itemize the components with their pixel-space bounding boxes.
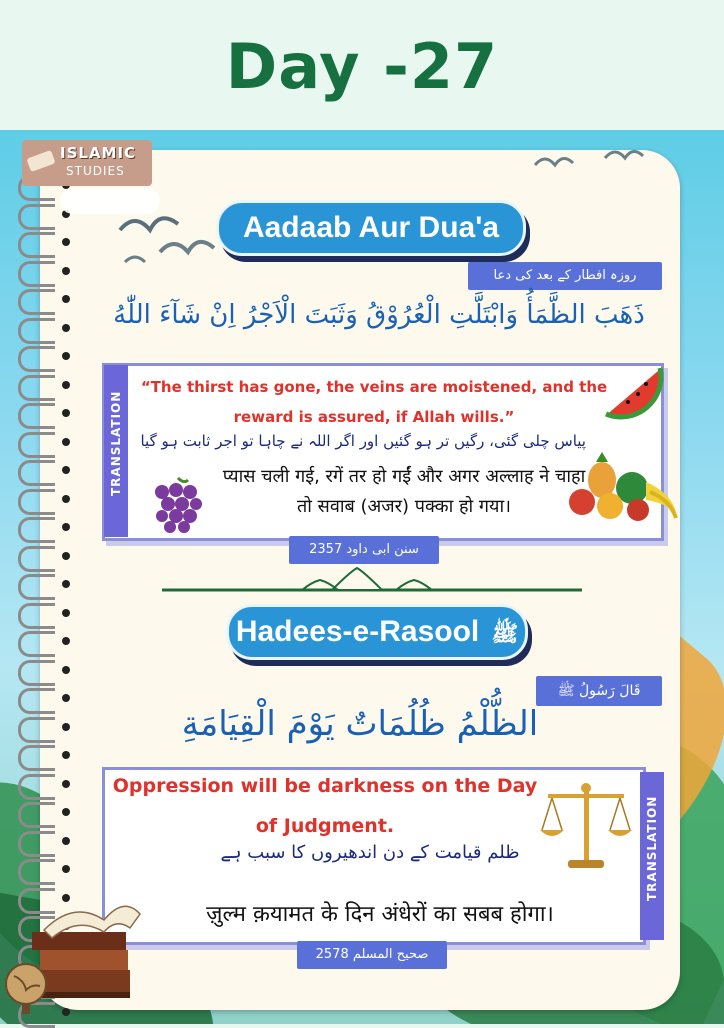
grapes-icon (150, 476, 208, 536)
spiral-ring (18, 517, 55, 543)
globe-icon (2, 960, 52, 1020)
ring-hole (62, 552, 70, 560)
watermelon-icon (602, 364, 664, 420)
tag-text: روزہ افطار کے بعد کی دعا (493, 268, 637, 283)
ring-hole (62, 267, 70, 275)
spiral-ring (18, 745, 55, 771)
hadees-hindi-text: ज़ुल्म क़यामत के दिन अंधेरों का सबब होगा। (206, 902, 554, 927)
ring-hole (62, 694, 70, 702)
dua-arabic-text: ذَهَبَ الظَّمَأُ وَابْتَلَّتِ الْعُرُوْقُ وَثَبَتَ الْاَجْرُ اِنْ شَآءَ اللّٰهُ (113, 300, 645, 330)
spiral-ring (18, 660, 55, 686)
spiral-ring (18, 375, 55, 401)
translation-label-bar (640, 772, 664, 940)
spiral-ring (18, 774, 55, 800)
badge-line-2: STUDIES (66, 164, 125, 178)
spiral-ring (18, 546, 55, 572)
hadees-prefix-tag (536, 676, 662, 706)
spiral-ring (18, 289, 55, 315)
translation-label-bar (104, 365, 128, 537)
tag-text: قَالَ رَسُولُ ﷺ (557, 683, 641, 699)
spiral-ring (18, 489, 55, 515)
ring-hole (62, 751, 70, 759)
ring-hole (62, 238, 70, 246)
spiral-ring (18, 261, 55, 287)
spiral-ring (18, 232, 55, 258)
fruit-basket-icon (566, 452, 682, 524)
ring-hole (62, 438, 70, 446)
ring-hole (62, 780, 70, 788)
spiral-ring (18, 574, 55, 600)
spiral-ring (18, 460, 55, 486)
translation-label: TRANSLATION (645, 795, 659, 901)
dua-reference-tag (289, 536, 439, 564)
reference-text: صحیح المسلم 2578 (315, 947, 429, 962)
ring-hole (62, 466, 70, 474)
birds-icon (530, 140, 650, 180)
spiral-ring (18, 688, 55, 714)
spiral-ring (18, 346, 55, 372)
ring-hole (62, 837, 70, 845)
spiral-ring (18, 318, 55, 344)
ring-hole (62, 580, 70, 588)
cloud-decoration (60, 188, 160, 214)
dua-english-text: “The thirst has gone, the veins are moistened, and the reward is assured, if Allah wills.” (140, 378, 608, 426)
dua-hindi-text: प्यास चली गई, रगें तर हो गईं और अगर अल्लाह ने चाहा तो सवाब (अजर) पक्का हो गया। (222, 466, 586, 517)
spiral-ring (18, 831, 55, 857)
spiral-ring (18, 631, 55, 657)
ring-hole (62, 381, 70, 389)
translation-label: TRANSLATION (109, 390, 123, 496)
spiral-ring (18, 717, 55, 743)
page-title: Day -27 (225, 30, 499, 103)
hadees-reference-tag (297, 941, 447, 969)
section-heading-hadees (226, 604, 528, 660)
hadees-urdu-text: ظلم قیامت کے دن اندھیروں کا سبب ہے (220, 842, 520, 863)
hadees-english-text: Oppression will be darkness on the Day of Judgment. (112, 775, 538, 837)
spiral-ring (18, 204, 55, 230)
spiral-ring (18, 802, 55, 828)
ring-hole (62, 865, 70, 873)
ring-hole (62, 523, 70, 531)
ring-hole (62, 295, 70, 303)
ring-hole (62, 352, 70, 360)
heading-text: Aadaab Aur Dua'a (242, 211, 500, 244)
ring-hole (62, 666, 70, 674)
pbuh-symbol: ﷺ (491, 621, 519, 646)
ring-hole (62, 637, 70, 645)
mosque-divider-icon (162, 566, 582, 602)
islamic-studies-badge (22, 140, 152, 186)
scroll-icon (26, 150, 55, 172)
dua-urdu-text: پیاس چلی گئی، رگیں تر ہو گئیں اور اگر اللہ نے چاہا تو اجر ثابت ہو گیا (140, 432, 586, 450)
section-heading-dua (216, 200, 526, 256)
ring-hole (62, 808, 70, 816)
badge-line-1: ISLAMIC (60, 144, 137, 162)
ring-hole (62, 409, 70, 417)
heading-text: Hadees-e-Rasool (235, 615, 480, 648)
ring-hole (62, 609, 70, 617)
spiral-ring (18, 603, 55, 629)
scales-icon (538, 780, 634, 872)
ring-hole (62, 495, 70, 503)
dua-occasion-tag (468, 262, 662, 290)
ring-hole (62, 324, 70, 332)
reference-text: سنن ابی داود 2357 (309, 542, 419, 557)
ring-hole (62, 723, 70, 731)
spiral-ring (18, 403, 55, 429)
spiral-ring (18, 432, 55, 458)
hadees-arabic-text: الظُّلْمُ ظُلُمَاتٌ يَوْمَ الْقِيَامَةِ (181, 704, 539, 744)
